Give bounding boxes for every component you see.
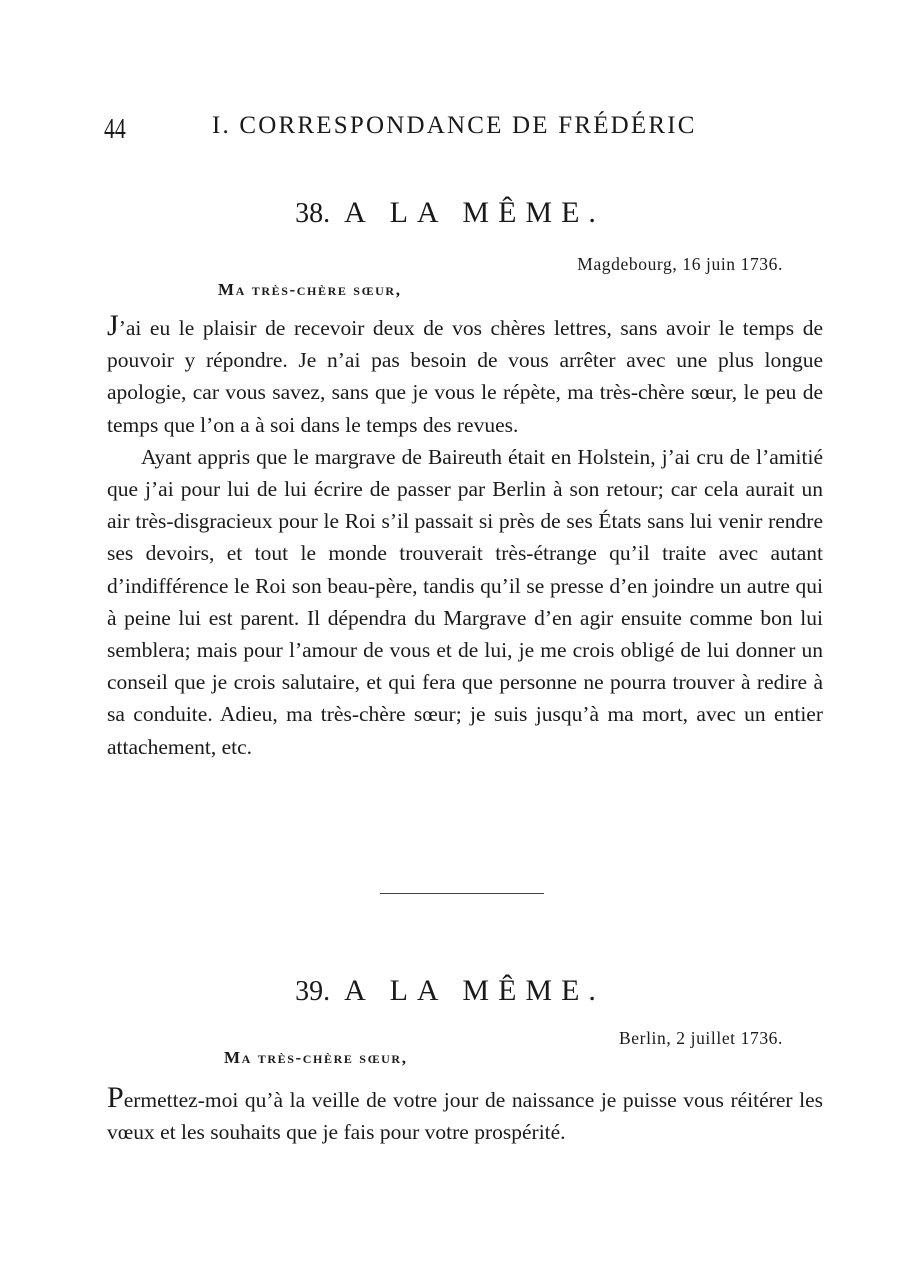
letter-heading-39: [0, 974, 900, 1008]
dateline: Berlin, 2 juillet 1736.: [619, 1028, 783, 1048]
letter-body: [107, 1081, 823, 1148]
drop-cap: J: [107, 309, 119, 342]
letter-number: 38.: [295, 198, 331, 229]
running-title: I. CORRESPONDANCE DE FRÉDÉRIC: [212, 112, 697, 139]
letter-title: A LA MÊME.: [344, 974, 605, 1007]
salutation: Ma très-chère sœur,: [218, 280, 402, 299]
paragraph-text: ermettez-moi qu’à la veille de votre jour de naissance je puisse vous réitérer les vœux et les souhaits que je fais pour votre prospérité.: [107, 1088, 823, 1145]
letter-number: 39.: [295, 976, 331, 1007]
paragraph-text: ’ai eu le plaisir de recevoir deux de vos chères lettres, sans avoir le temps de pouvoir y répondre. Je n’ai pas besoin de vous arrêter avec une plus longue apologie, car vous savez, sans que je vous le répète, ma très-chère sœur, le peu de temps que l’on a à soi dans le temps des revues.: [107, 316, 823, 437]
letter-title: A LA MÊME.: [344, 196, 605, 229]
letter-body: [107, 309, 823, 763]
running-head: [0, 108, 900, 148]
dateline: Magdebourg, 16 juin 1736.: [577, 254, 783, 274]
letter-heading-38: [0, 196, 900, 230]
drop-cap: P: [107, 1081, 124, 1114]
salutation: Ma très-chère sœur,: [224, 1048, 408, 1067]
page-number: 44: [104, 114, 126, 145]
paragraph: [107, 1081, 823, 1148]
section-divider: [380, 893, 544, 894]
paragraph: [107, 309, 823, 441]
paragraph: Ayant appris que le margrave de Baireuth était en Holstein, j’ai cru de l’amitié que j’ai pour lui de lui écrire de passer par Berlin à son retour; car cela aurait un air très-disgracieux pour le Roi s’il passait si près de ses États sans lui venir rendre ses devoirs, et tout le monde trouverait très-étrange qu’il traite avec autant d’indifférence le Roi son beau-père, tandis qu’il se presse d’en joindre un autre qui à peine lui est parent. Il dépendra du Margrave d’en agir ensuite comme bon lui semblera; mais pour l’amour de vous et de lui, je me crois obligé de lui donner un conseil que je crois salutaire, et qui fera que personne ne pourra trouver à redire à sa conduite. Adieu, ma très-chère sœur; je suis jusqu’à ma mort, avec un entier attachement, etc.: [107, 444, 823, 759]
